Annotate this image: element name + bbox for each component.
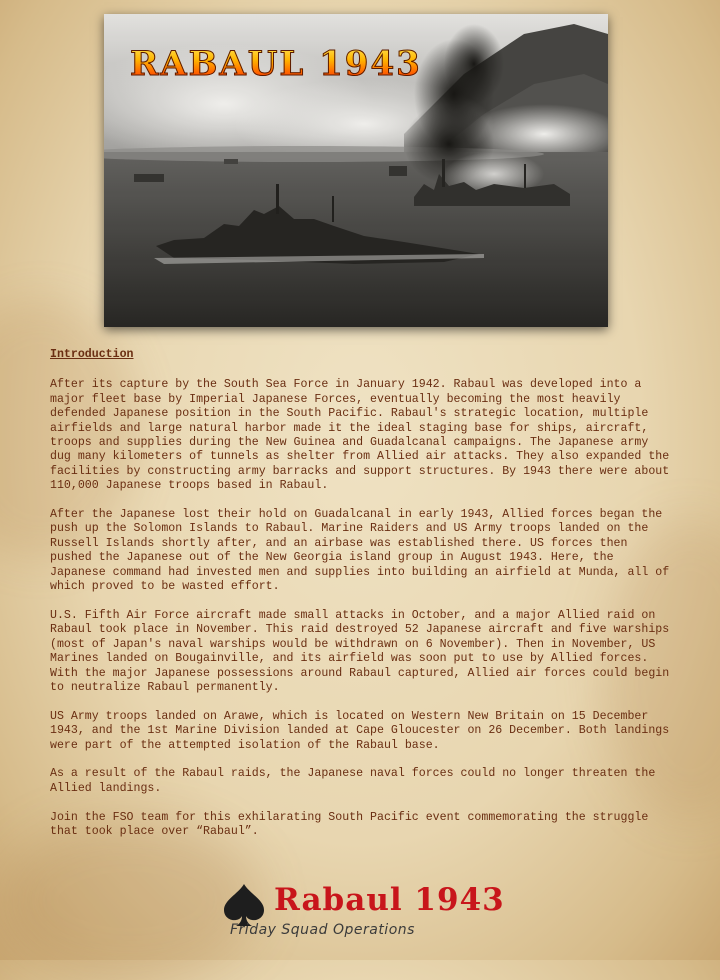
footer-logo: [220, 880, 520, 950]
footer-title: Rabaul 1943: [274, 882, 505, 918]
paragraph: After the Japanese lost their hold on Guadalcanal in early 1943, Allied forces began the push up the Solomon Islands to Rabaul. Marine Raiders and US Army troops landed on the Russell Islands shortly after, and an airbase was established there. US forces then pushed the Japanese out of the New Georgia island group in August 1943. Here, the Japanese command had invested men and supplies into building an airfield at Munda, all of which proved to be wasted effort.: [50, 508, 670, 594]
paragraph: After its capture by the South Sea Force in January 1942. Rabaul was developed into a major fleet base by Imperial Japanese Forces, eventually becoming the most heavily defended Japanese position in the South Pacific. Rabaul's strategic location, multiple airfields and large natural harbor made it the ideal staging base for ships, aircraft, troops and supplies during the New Guinea and Guadalcanal campaigns. The Japanese army dug many kilometers of tunnels as shelter from Allied air attacks. They also expanded the facilities by constructing army barracks and support structures. By 1943 there were about 110,000 Japanese troops based in Rabaul.: [50, 378, 670, 493]
hero-title: RABAUL 1943: [130, 44, 422, 84]
paragraph: US Army troops landed on Arawe, which is located on Western New Britain on 15 December 1943, and the 1st Marine Division landed at Cape Gloucester on 26 December. Both landings were part of the attempted isolation of the Rabaul base.: [50, 709, 670, 752]
article: [50, 348, 670, 854]
paragraph: U.S. Fifth Air Force aircraft made small attacks in October, and a major Allied raid on Rabaul took place in November. This raid destroyed 52 Japanese aircraft and five warships (most of Japan's naval warships would be withdrawn on 6 November). Then in November, US Marines landed on Bougainville, and its airfield was soon put to use by Allied forces. With the major Japanese possessions around Rabaul captured, Allied air forces could begin to neutralize Rabaul permanently.: [50, 608, 670, 694]
footer-subtitle: Friday Squad Operations: [230, 922, 415, 938]
paragraph: Join the FSO team for this exhilarating South Pacific event commemorating the struggle that took place over “Rabaul”.: [50, 810, 649, 838]
hero-image: [104, 14, 608, 327]
paragraph: As a result of the Rabaul raids, the Japanese naval forces could no longer threaten the Allied landings.: [50, 767, 656, 795]
section-heading: Introduction: [50, 348, 134, 361]
